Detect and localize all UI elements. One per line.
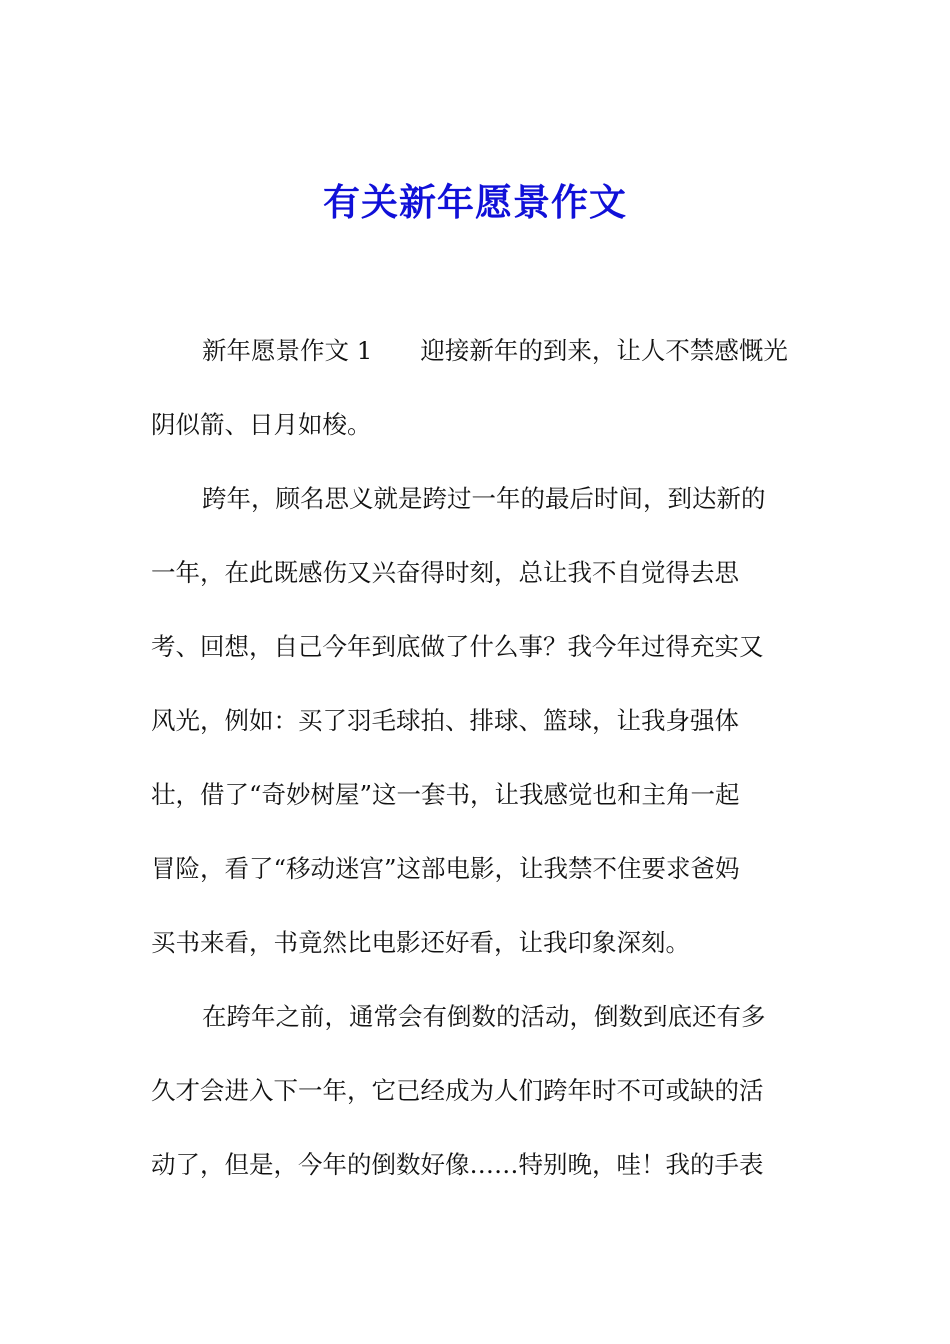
paragraph-2-line-2: 一年，在此既感伤又兴奋得时刻，总让我不自觉得去思	[151, 558, 739, 587]
paragraph-3-line-1: 在跨年之前，通常会有倒数的活动，倒数到底还有多	[202, 1002, 766, 1031]
paragraph-2-line-6: 冒险，看了“移动迷宫”这部电影，让我禁不住要求爸妈	[151, 854, 740, 883]
paragraph-2-line-1: 跨年，顾名思义就是跨过一年的最后时间，到达新的	[202, 484, 766, 513]
document-title: 有关新年愿景作文	[323, 180, 627, 224]
paragraph-2-line-5: 壮，借了“奇妙树屋”这一套书，让我感觉也和主角一起	[151, 780, 740, 809]
paragraph-3-line-2: 久才会进入下一年，它已经成为人们跨年时不可或缺的活	[151, 1076, 764, 1105]
essay-heading: 新年愿景作文 1	[202, 336, 373, 365]
paragraph-1-line-1	[202, 334, 788, 368]
paragraph-1-line-2: 阴似箭、日月如梭。	[151, 410, 372, 439]
paragraph-2-line-7: 买书来看，书竟然比电影还好看，让我印象深刻。	[151, 928, 690, 957]
paragraph-2-line-4: 风光，例如：买了羽毛球拍、排球、篮球，让我身强体	[151, 706, 739, 735]
paragraph-1-text: 迎接新年的到来，让人不禁感慨光	[420, 336, 788, 365]
paragraph-2-line-3: 考、回想，自己今年到底做了什么事？我今年过得充实又	[151, 632, 764, 661]
paragraph-3-line-3: 动了，但是，今年的倒数好像……特别晚，哇！我的手表	[151, 1150, 764, 1179]
